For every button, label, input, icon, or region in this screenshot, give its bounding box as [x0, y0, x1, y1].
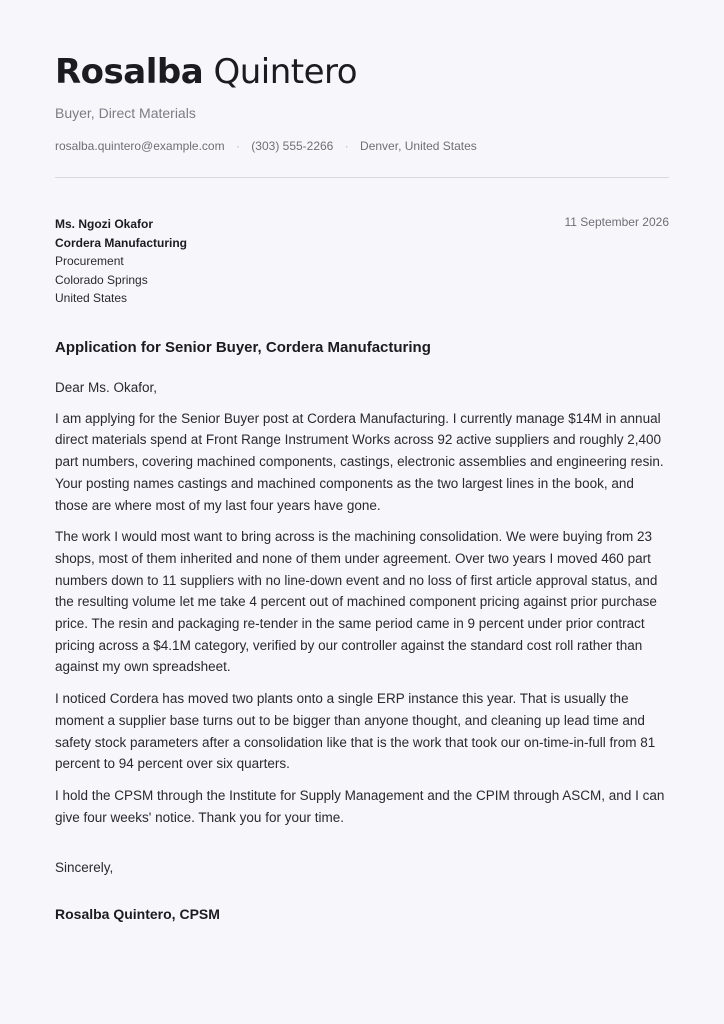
contact-separator: ·: [235, 139, 240, 153]
body-paragraph: The work I would most want to bring across is the machining consolidation. We were buying from 23 shops, most of them inherited and none of them under agreement. Over two years I moved 460 part numbers down to 11 suppliers with no line-down event and no loss of first article approval status, and the resulting volume let me take 4 percent out of machined component pricing against prior purchase price. The resin and packaging re-tender in the same period came in 9 percent under prior contract pricing across a $4.1M category, verified by our controller against the standard cost roll rather than against my own spreadsheet.: [55, 529, 658, 675]
recipient-name: Ms. Ngozi Okafor: [55, 217, 154, 231]
body-paragraph: I am applying for the Senior Buyer post at Cordera Manufacturing. I currently manage $14M in annual direct materials spend at Front Range Instrument Works across 92 active suppliers and roughly 2,400 part numbers, covering machined components, castings, electronic assemblies and engineering resin. Your posting names castings and machined components as the two largest lines in the book, and those are where most of my last four years have gone.: [55, 410, 664, 513]
header-divider: [55, 177, 669, 178]
recipient-city: Colorado Springs: [55, 272, 148, 287]
contact-phone: (303) 555-2266: [251, 139, 334, 153]
contact-email: rosalba.quintero@example.com: [55, 139, 225, 153]
recipient-company: Cordera Manufacturing: [55, 235, 188, 250]
applicant-first-name: Rosalba: [55, 52, 204, 92]
closing: Sincerely,: [55, 860, 114, 875]
body-paragraph: I noticed Cordera has moved two plants onto a single ERP instance this year. That is usually the moment a supplier base turns out to be bigger than anyone thought, and cleaning up lead time and safety stock parameters after a consolidation like that is the work that took our on-time-in-full from 81 percent to 94 percent over six quarters.: [55, 691, 656, 772]
body-paragraph: I hold the CPSM through the Institute for Supply Management and the CPIM through ASCM, and I can give four weeks' notice. Thank you for your time.: [55, 787, 665, 825]
recipient-department: Procurement: [55, 254, 124, 268]
letter-subject: Application for Senior Buyer, Cordera Manufacturing: [55, 339, 431, 356]
applicant-name: [55, 52, 357, 92]
contact-location: Denver, United States: [360, 139, 477, 153]
letter-body: [55, 377, 669, 838]
contact-separator: ·: [344, 139, 349, 153]
recipient-country: United States: [55, 291, 128, 305]
recipient-block: [55, 215, 187, 308]
applicant-last-name: Quintero: [213, 52, 358, 92]
salutation: Dear Ms. Okafor,: [55, 380, 158, 395]
letter-date: 11 September 2026: [564, 215, 669, 229]
applicant-role: Buyer, Direct Materials: [55, 105, 196, 121]
contact-line: [55, 139, 477, 153]
signature: Rosalba Quintero, CPSM: [55, 906, 220, 922]
